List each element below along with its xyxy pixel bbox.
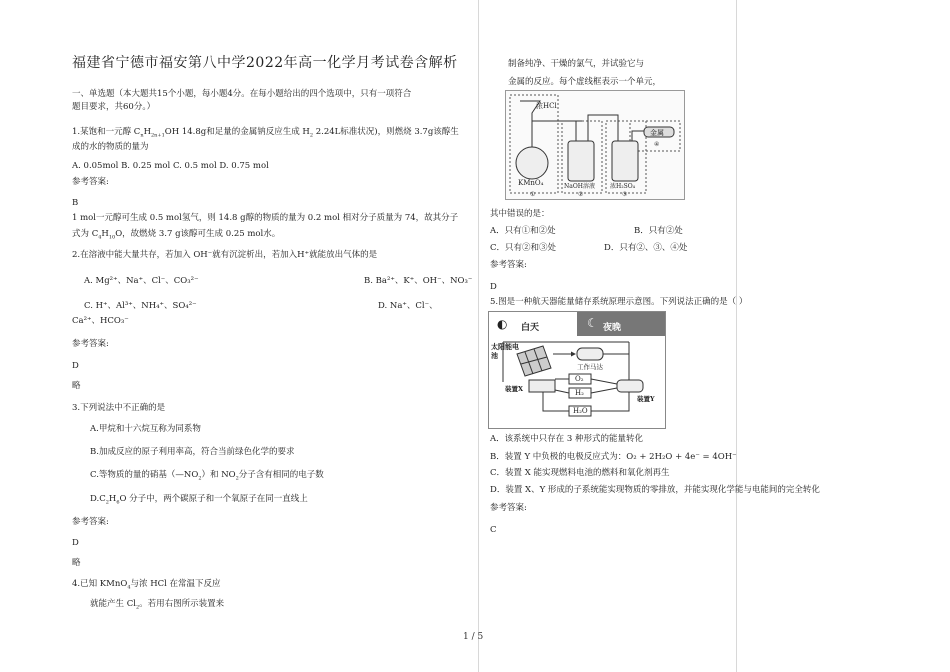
label-conc-hcl: 浓HCl bbox=[536, 102, 557, 110]
answer-1: B bbox=[72, 198, 79, 208]
explanation-1-cont: 式为 $C_4H_{10}O$，故燃烧 3.7 g该醇可生成 0.25 mol水。 bbox=[72, 229, 281, 241]
question-4-option-c: C．只有②和③处 bbox=[490, 243, 557, 253]
answer-label-4: 参考答案: bbox=[490, 260, 527, 270]
bottle-naoh bbox=[568, 141, 594, 181]
label-unit-3: ③ bbox=[622, 191, 628, 198]
question-5-option-a: A．该系统中只存在 3 种形式的能量转化 bbox=[490, 434, 643, 444]
label-solar: 太阳能电池 bbox=[491, 342, 519, 360]
tube-1 bbox=[532, 121, 582, 141]
page-number: 1 / 5 bbox=[463, 632, 484, 642]
question-1: 1.某饱和一元醇 $C_nH_{2n+1}OH$ 14.8g和足量的金属钠反应生成 $H_2$ 2.24L标准状况)，则燃烧 3.7g该醇生 bbox=[72, 127, 459, 139]
label-h2o: H₂O bbox=[573, 407, 588, 415]
label-h2: H₂ bbox=[575, 389, 584, 397]
question-4: 4.已知 KMnO$_4$与浓 HCl 在常温下反应 bbox=[72, 579, 221, 591]
question-4-cont: 就能产生 $Cl_2$。若用右图所示装置来 bbox=[90, 599, 225, 611]
label-metal: 金属 bbox=[650, 129, 664, 137]
question-4-option-b: B．只有②处 bbox=[634, 226, 683, 236]
question-4-option-d: D．只有②、③、④处 bbox=[604, 243, 688, 253]
answer-label-1: 参考答案: bbox=[72, 177, 109, 187]
question-4-ask: 其中错误的是： bbox=[490, 209, 550, 219]
note-3: 略 bbox=[72, 558, 81, 568]
right-margin-line bbox=[736, 0, 737, 672]
label-unit-1: ① bbox=[530, 191, 536, 198]
label-o2: O₂ bbox=[575, 375, 584, 383]
bottle-h2so4 bbox=[612, 141, 638, 181]
question-1-options: A. 0.05mol B. 0.25 mol C. 0.5 mol D. 0.75 mol bbox=[72, 161, 269, 171]
label-night: 夜晚 bbox=[603, 323, 622, 333]
question-3: 3.下列说法中不正确的是 bbox=[72, 403, 166, 413]
sun-moon-icon: ◐ bbox=[497, 317, 508, 331]
column-divider bbox=[478, 0, 479, 672]
question-1-cont: 成的水的物质的量为 bbox=[72, 142, 149, 152]
solar-panel bbox=[517, 346, 551, 376]
question-5-option-d: D．装置 X、Y 形成的子系统能实现物质的零排放，并能实现化学能与电能间的完全转化 bbox=[490, 485, 820, 495]
question-2-option-d: D. Na⁺、Cl⁻、 bbox=[378, 301, 438, 311]
question-4-option-a: A．只有①和②处 bbox=[490, 226, 556, 236]
label-kmno4: KMnO₄ bbox=[518, 179, 544, 187]
question-2-option-a: A. Mg²⁺、Na⁺、Cl⁻、CO₃²⁻ bbox=[84, 276, 199, 286]
answer-4: D bbox=[490, 282, 497, 292]
question-4-right-line1: 制备纯净、干燥的氯气，并试验它与 bbox=[508, 59, 645, 69]
question-2: 2.在溶液中能大量共存，若加入 OH⁻就有沉淀析出，若加入H⁺就能放出气体的是 bbox=[72, 250, 378, 260]
answer-2: D bbox=[72, 361, 79, 371]
motor-box bbox=[577, 348, 603, 360]
label-motor: 工作马达 bbox=[577, 363, 603, 371]
tube-2 bbox=[588, 115, 618, 141]
round-flask bbox=[516, 147, 548, 179]
page-title: 福建省宁德市福安第八中学2022年高一化学月考试卷含解析 bbox=[72, 55, 458, 71]
note-2: 略 bbox=[72, 381, 81, 391]
device-x-box bbox=[529, 380, 555, 392]
question-2-option-d-cont: Ca²⁺、HCO₃⁻ bbox=[72, 316, 129, 326]
question-2-option-c: C. H⁺、Al³⁺、NH₄⁺、SO₄²⁻ bbox=[84, 301, 197, 311]
label-unit-2: ② bbox=[578, 191, 584, 198]
label-naoh: NaOH溶液 bbox=[564, 183, 595, 190]
answer-5: C bbox=[490, 525, 497, 535]
label-day: 白天 bbox=[521, 323, 540, 333]
label-h2so4: 浓H₂SO₄ bbox=[610, 183, 636, 190]
answer-label-2: 参考答案: bbox=[72, 339, 109, 349]
question-2-option-b: B. Ba²⁺、K⁺、OH⁻、NO₃⁻ bbox=[364, 276, 473, 286]
question-4-right-line2: 金属的反应。每个虚线框表示一个单元， bbox=[508, 77, 662, 87]
section-heading-line1: 一、单选题（本大题共15个小题，每小题4分。在每小题给出的四个选项中，只有一项符合 bbox=[72, 89, 412, 99]
question-3-option-b: B.加成反应的原子利用率高，符合当前绿色化学的要求 bbox=[90, 447, 295, 457]
section-heading-line2: 题目要求，共60分。） bbox=[72, 102, 156, 112]
question-3-option-c: C.等物质的量的硝基$(—NO_2)$和 $NO_2$分子含有相同的电子数 bbox=[90, 470, 324, 482]
moon-icon: ☾ bbox=[587, 316, 598, 330]
answer-label-5: 参考答案: bbox=[490, 503, 527, 513]
energy-system-figure bbox=[488, 311, 666, 429]
question-3-option-d: $D.C_2H_6O$ 分子中，两个碳原子和一个氧原子在同一直线上 bbox=[90, 494, 308, 506]
label-device-x: 装置X bbox=[505, 385, 524, 393]
tube-3 bbox=[632, 131, 644, 141]
device-y-box bbox=[617, 380, 643, 392]
question-5-option-c: C．装置 X 能实现燃料电池的燃料和氧化剂再生 bbox=[490, 468, 670, 478]
question-5: 5.图是一种航天器能量储存系统原理示意图。下列说法正确的是（ ） bbox=[490, 297, 748, 307]
label-device-y: 装置Y bbox=[637, 395, 655, 403]
answer-label-3: 参考答案: bbox=[72, 517, 109, 527]
question-3-option-a: A.甲烷和十六烷互称为同系物 bbox=[90, 424, 201, 434]
answer-3: D bbox=[72, 538, 79, 548]
apparatus-figure bbox=[505, 90, 685, 200]
label-unit-4: ④ bbox=[654, 141, 660, 148]
explanation-1: 1 mol一元醇可生成 0.5 mol氢气，则 14.8 g醇的物质的量为 0.2 mol 相对分子质量为 74，故其分子 bbox=[72, 213, 459, 223]
question-5-option-b: B．装置 Y 中负极的电极反应式为：O₂ + 2H₂O + 4e⁻ = 4OH⁻ bbox=[490, 452, 737, 462]
